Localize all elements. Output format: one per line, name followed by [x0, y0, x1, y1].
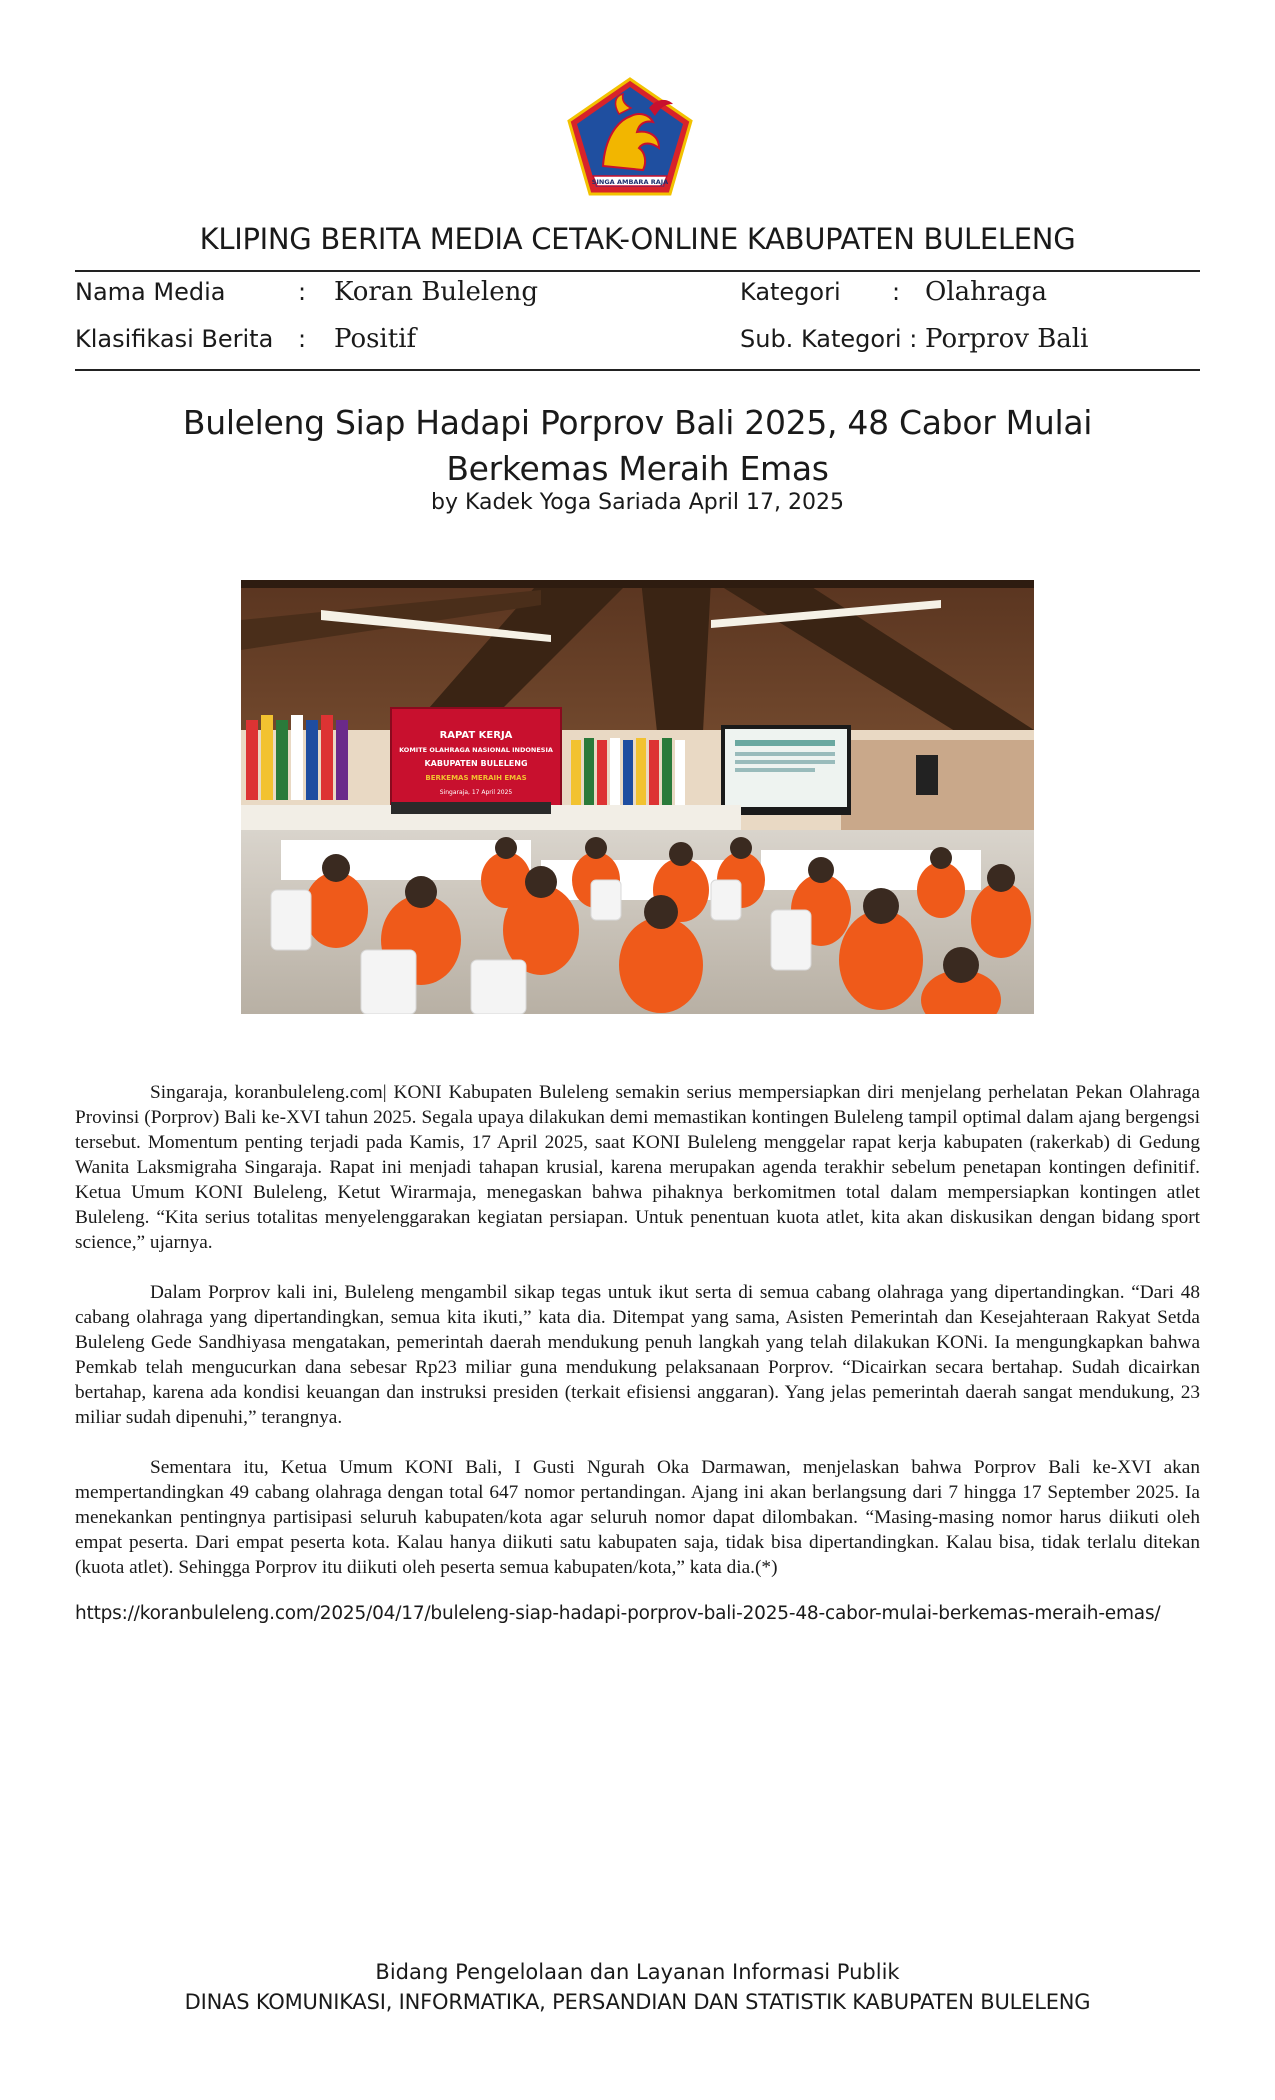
- subkategori-value: Porprov Bali: [925, 324, 1089, 354]
- media-colon: :: [298, 278, 307, 306]
- kategori-colon: :: [892, 278, 901, 306]
- byline: by Kadek Yoga Sariada April 17, 2025: [431, 490, 844, 515]
- kategori-label: Kategori: [740, 278, 841, 306]
- klasifikasi-value: Positif: [334, 324, 417, 354]
- kategori-value: Olahraga: [925, 277, 1047, 307]
- article-photo: [241, 580, 1034, 1014]
- media-label: Nama Media: [75, 278, 226, 306]
- klasifikasi-label: Klasifikasi Berita: [75, 325, 274, 353]
- banner-line-5: Singaraja, 17 April 2025: [439, 789, 513, 796]
- source-url[interactable]: https://koranbuleleng.com/2025/04/17/buleleng-siap-hadapi-porprov-bali-2025-48-cabor-mulai-berkemas-meraih-emas/: [75, 1603, 1161, 1624]
- paragraph-3: Sementara itu, Ketua Umum KONI Bali, I Gusti Ngurah Oka Darmawan, menjelaskan bahwa Porprov Bali ke-XVI akan mempertandingkan 49 cabang olahraga dengan total 647 nomor pertandingan. Ajang ini akan berlangsung dari 7 hingga 17 September 2025. Ia menekankan pentingnya partisipasi seluruh kabupaten/kota agar seluruh nomor dapat dilombakan. “Masing-masing nomor harus diikuti oleh empat peserta. Dari empat peserta kota. Kalau hanya diikuti satu kabupaten saja, tidak bisa dipertandingkan. Kalau bisa, tidak terlalu ditekan (kuota atlet). Sehingga Porprov itu diikuti oleh peserta semua kabupaten/kota,” kata dia.(*): [75, 1457, 1200, 1578]
- banner-line-4: BERKEMAS MERAIH EMAS: [425, 774, 527, 782]
- subkategori-label: Sub. Kategori :: [740, 325, 918, 353]
- paragraph-1: Singaraja, koranbuleleng.com| KONI Kabupaten Buleleng semakin serius mempersiapkan diri menjelang perhelatan Pekan Olahraga Provinsi (Porprov) Bali ke-XVI tahun 2025. Segala upaya dilakukan demi memastikan kontingen Buleleng tampil optimal dalam ajang bergengsi tersebut. Momentum penting terjadi pada Kamis, 17 April 2025, saat KONI Buleleng menggelar rapat kerja kabupaten (rakerkab) di Gedung Wanita Laksmigraha Singaraja. Rapat ini menjadi tahapan krusial, karena merupakan agenda terakhir sebelum penetapan kontingen definitif. Ketua Umum KONI Buleleng, Ketut Wirarmaja, menegaskan bahwa pihaknya berkomitmen total dalam mempersiapkan kontingen atlet Buleleng. “Kita serius totalitas menyelenggarakan kegiatan persiapan. Untuk penentuan kuota atlet, kita akan diskusikan dengan bidang sport science,” ujarnya.: [75, 1082, 1200, 1253]
- footer-department: Bidang Pengelolaan dan Layanan Informasi Publik: [375, 1960, 900, 1984]
- header-rule-top: [75, 270, 1200, 272]
- buleleng-logo: [565, 76, 695, 198]
- header-rule-bottom: [75, 369, 1200, 371]
- banner-line-3: KABUPATEN BULELENG: [424, 759, 528, 768]
- media-value: Koran Buleleng: [334, 277, 538, 307]
- article-title: Buleleng Siap Hadapi Porprov Bali 2025, 48 Cabor Mulai Berkemas Meraih Emas: [182, 403, 1093, 488]
- banner-line-2: KOMITE OLAHRAGA NASIONAL INDONESIA: [399, 746, 553, 754]
- header-title: KLIPING BERITA MEDIA CETAK-ONLINE KABUPATEN BULELENG: [199, 222, 1076, 256]
- article-body: [75, 1080, 1200, 1605]
- footer-agency: DINAS KOMUNIKASI, INFORMATIKA, PERSANDIAN DAN STATISTIK KABUPATEN BULELENG: [184, 1990, 1091, 2014]
- banner-line-1: RAPAT KERJA: [439, 730, 513, 741]
- logo-motto: SINGA AMBARA RAJA: [591, 178, 669, 186]
- klasifikasi-colon: :: [298, 325, 307, 353]
- paragraph-2: Dalam Porprov kali ini, Buleleng mengambil sikap tegas untuk ikut serta di semua cabang olahraga yang dipertandingkan. “Dari 48 cabang olahraga yang dipertandingkan, semua kita ikuti,” kata dia. Ditempat yang sama, Asisten Pemerintah dan Kesejahteraan Rakyat Setda Buleleng Gede Sandhiyasa mengatakan, pemerintah daerah mendukung penuh langkah yang telah dilakukan KONi. Ia mengungkapkan bahwa Pemkab telah mengucurkan dana sebesar Rp23 miliar guna mendukung pelaksanaan Porprov. “Dicairkan secara bertahap. Sudah dicairkan bertahap, karena ada kondisi keuangan dan instruksi presiden (terkait efisiensi anggaran). Yang jelas pemerintah daerah sangat mendukung, 23 miliar sudah dipenuhi,” terangnya.: [75, 1282, 1200, 1428]
